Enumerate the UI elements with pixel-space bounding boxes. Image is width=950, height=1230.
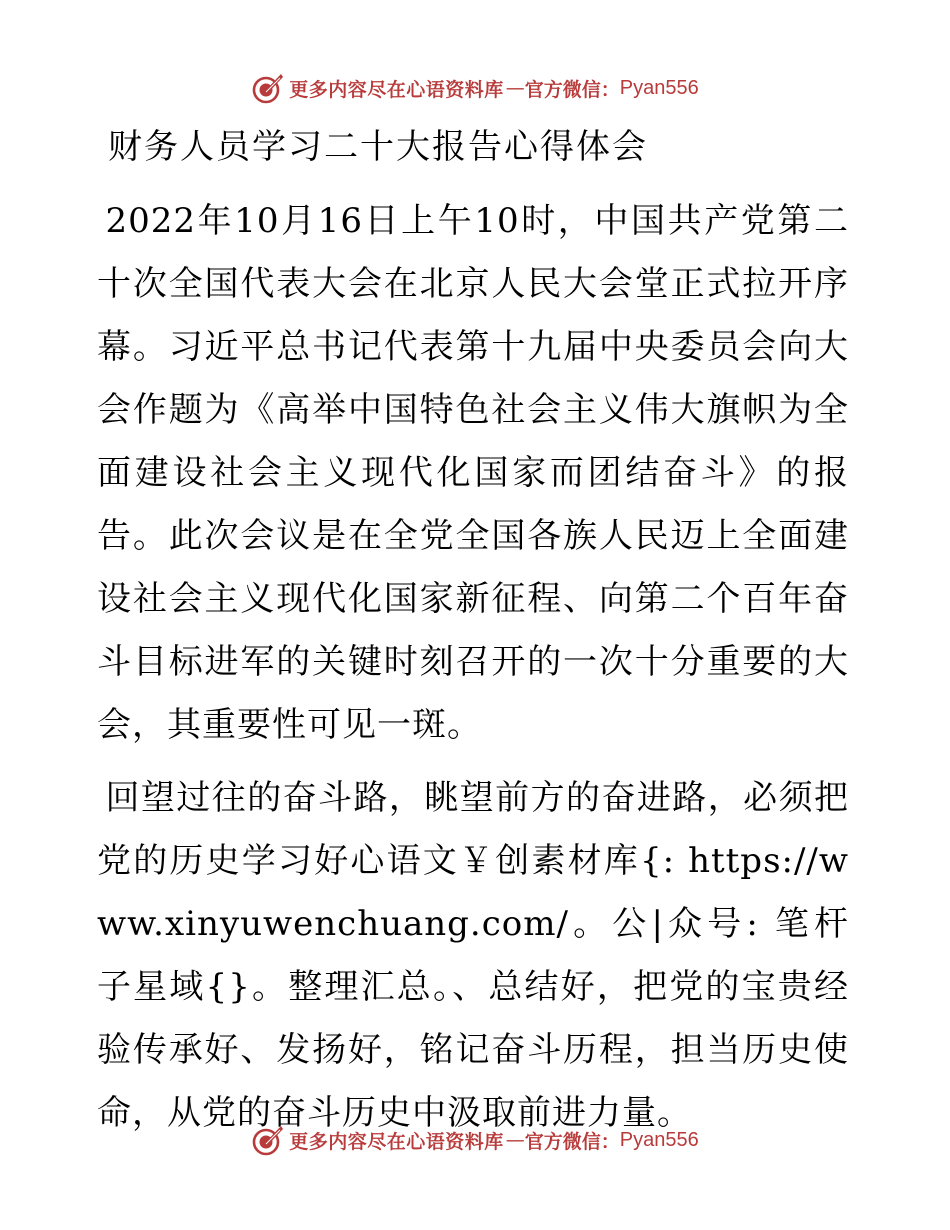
body-paragraph-1: 2022年10月16日上午10时，中国共产党第二十次全国代表大会在北京人民大会堂正式拉开序幕。习近平总书记代表第十九届中央委员会向大会作题为《高举中国特色社会主义伟大旗帜为全面建设社会主义现代化国家而团结奋斗》的报告。此次会议是在全党全国各族人民迈上全面建设社会主义现代化国家新征程、向第二个百年奋斗目标进军的关键时刻召开的一次十分重要的大会，其重要性可见一斑。 (97, 201, 849, 745)
document-title: 财务人员学习二十大报告心得体会 (108, 127, 648, 167)
watermark-dash: — (505, 1129, 523, 1151)
watermark-contact-label: 官方微信： (524, 78, 620, 101)
quill-circle-icon (251, 1123, 285, 1157)
watermark-brand: 更多内容尽在心语资料库 (289, 1130, 504, 1153)
footer-watermark (0, 1120, 950, 1160)
body-paragraph-2: 回望过往的奋斗路，眺望前方的奋进路，必须把党的历史学习好心语文￥创素材库{: https://www.xinyuwenchuang.com/。公|众号: 笔杆子星域{}。整理汇总。、总结好，把党的宝贵经验传承好、发扬好，铭记奋斗历程，担当历史使命，从党的奋斗历史中汲取前进力量。 (97, 778, 849, 1133)
watermark-contact-id: Pyan556 (619, 76, 699, 99)
watermark-dash: — (505, 77, 523, 99)
document-body (97, 190, 849, 1145)
watermark-contact-label: 官方微信： (524, 1130, 620, 1153)
watermark-contact-id: Pyan556 (619, 1128, 699, 1151)
header-watermark (0, 68, 950, 108)
quill-circle-icon (251, 71, 285, 105)
watermark-brand: 更多内容尽在心语资料库 (289, 78, 504, 101)
